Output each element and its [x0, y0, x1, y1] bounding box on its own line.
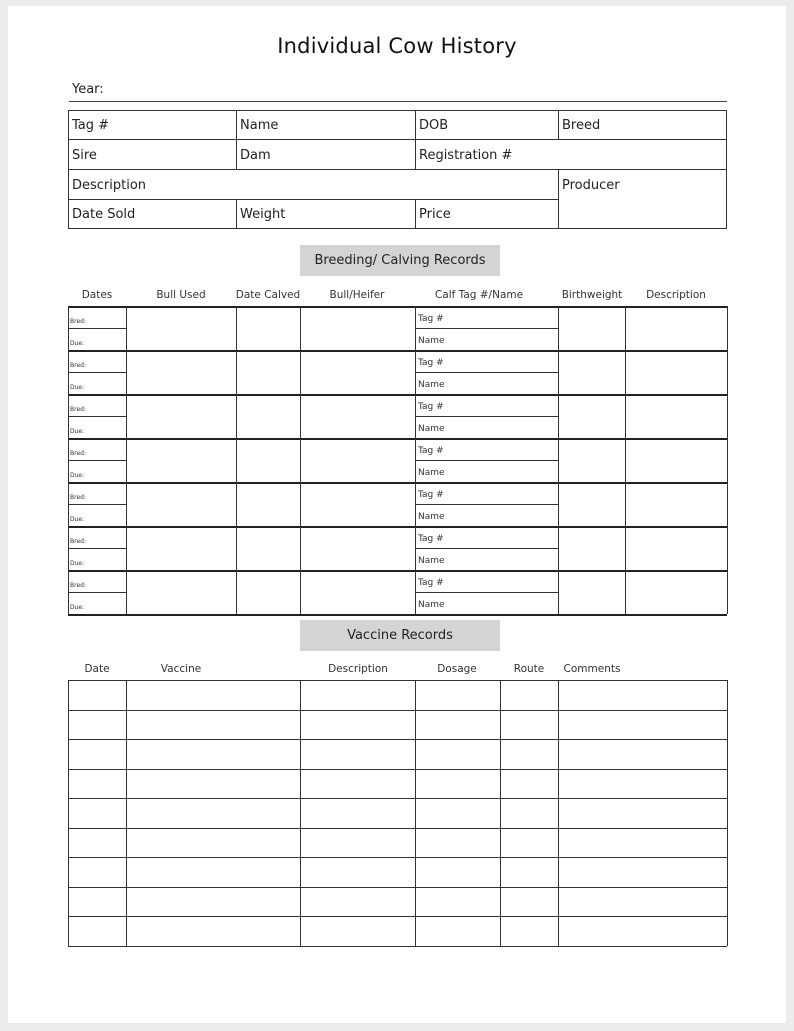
info-col-divider: [558, 110, 559, 139]
breeding-col-divider: [300, 306, 301, 614]
calf-tag-label: Tag #: [418, 490, 444, 500]
info-col-divider: [236, 199, 237, 229]
breeding-col-description: Description: [646, 289, 706, 301]
vaccine-section-header: Vaccine Records: [300, 620, 500, 651]
vaccine-row-divider: [68, 946, 727, 947]
calf-tag-label: Tag #: [418, 402, 444, 412]
breeding-row-divider: [68, 350, 727, 352]
tag-name-divider: [415, 460, 558, 461]
due-date-label: Due:: [70, 472, 85, 479]
due-date-label: Due:: [70, 516, 85, 523]
calf-tag-label: Tag #: [418, 578, 444, 588]
vaccine-row-divider: [68, 769, 727, 770]
bred-date-label: Bred:: [70, 362, 86, 369]
due-date-label: Due:: [70, 384, 85, 391]
calf-name-label: Name: [418, 336, 445, 346]
tag-name-divider: [415, 416, 558, 417]
due-date-label: Due:: [70, 604, 85, 611]
breeding-col-birthweight: Birthweight: [561, 289, 623, 301]
due-date-label: Due:: [70, 428, 85, 435]
breeding-row-divider: [68, 438, 727, 440]
bred-date-label: Bred:: [70, 494, 86, 501]
calf-name-label: Name: [418, 424, 445, 434]
vaccine-col-divider: [300, 680, 301, 946]
bred-due-divider: [68, 328, 126, 329]
vaccine-col-divider: [68, 680, 69, 946]
breeding-col-dates: Dates: [81, 289, 113, 301]
breeding-col-bull-heifer: Bull/Heifer: [329, 289, 385, 301]
bred-due-divider: [68, 592, 126, 593]
tag-name-divider: [415, 328, 558, 329]
vaccine-col-description: Description: [328, 663, 388, 675]
bred-date-label: Bred:: [70, 538, 86, 545]
breeding-col-divider: [625, 306, 626, 614]
due-date-label: Due:: [70, 560, 85, 567]
calf-name-label: Name: [418, 380, 445, 390]
vaccine-col-divider: [558, 680, 559, 946]
vaccine-row-divider: [68, 710, 727, 711]
vaccine-col-dosage: Dosage: [437, 663, 477, 675]
breeding-row-divider: [68, 570, 727, 572]
breeding-col-divider: [558, 306, 559, 614]
calf-name-label: Name: [418, 468, 445, 478]
registration-field-label: Registration #: [419, 148, 513, 163]
vaccine-top-border: [68, 680, 727, 681]
breeding-row-divider: [68, 614, 727, 616]
description-field-label: Description: [72, 178, 147, 193]
year-label: Year:: [72, 82, 104, 97]
bred-date-label: Bred:: [70, 406, 86, 413]
vaccine-col-comments: Comments: [563, 663, 621, 675]
vaccine-row-divider: [68, 887, 727, 888]
bred-date-label: Bred:: [70, 450, 86, 457]
breeding-col-divider: [236, 306, 237, 614]
dam-field-label: Dam: [240, 148, 271, 163]
due-date-label: Due:: [70, 340, 85, 347]
name-field-label: Name: [240, 118, 279, 133]
vaccine-row-divider: [68, 739, 727, 740]
vaccine-row-divider: [68, 857, 727, 858]
tag-name-divider: [415, 548, 558, 549]
calf-name-label: Name: [418, 556, 445, 566]
bred-date-label: Bred:: [70, 582, 86, 589]
calf-tag-label: Tag #: [418, 314, 444, 324]
breeding-col-divider: [727, 306, 728, 614]
vaccine-col-divider: [415, 680, 416, 946]
calf-tag-label: Tag #: [418, 534, 444, 544]
vaccine-col-route: Route: [513, 663, 545, 675]
bred-due-divider: [68, 460, 126, 461]
breeding-section-header: Breeding/ Calving Records: [300, 245, 500, 276]
vaccine-col-vaccine: Vaccine: [160, 663, 202, 675]
bred-due-divider: [68, 548, 126, 549]
year-field-line[interactable]: [69, 101, 727, 102]
bred-due-divider: [68, 372, 126, 373]
bred-due-divider: [68, 504, 126, 505]
date-sold-field-label: Date Sold: [72, 207, 136, 222]
vaccine-col-date: Date: [84, 663, 110, 675]
price-field-label: Price: [419, 207, 451, 222]
tag-name-divider: [415, 372, 558, 373]
info-row-divider: [68, 139, 727, 140]
cow-info-grid: [68, 110, 727, 229]
breeding-row-divider: [68, 482, 727, 484]
breeding-row-divider: [68, 526, 727, 528]
info-col-divider: [415, 110, 416, 169]
page-title: Individual Cow History: [277, 34, 517, 58]
vaccine-col-divider: [500, 680, 501, 946]
vaccine-row-divider: [68, 916, 727, 917]
bred-due-divider: [68, 416, 126, 417]
bred-date-label: Bred:: [70, 318, 86, 325]
tag-name-divider: [415, 592, 558, 593]
tag-name-divider: [415, 504, 558, 505]
breeding-col-calf-tag-name: Calf Tag #/Name: [434, 289, 524, 301]
info-col-divider: [236, 110, 237, 169]
info-row-divider: [68, 199, 558, 200]
vaccine-col-divider: [126, 680, 127, 946]
info-row-divider: [68, 169, 727, 170]
sire-field-label: Sire: [72, 148, 97, 163]
calf-tag-label: Tag #: [418, 446, 444, 456]
producer-field-label: Producer: [562, 178, 620, 193]
calf-name-label: Name: [418, 600, 445, 610]
calf-name-label: Name: [418, 512, 445, 522]
calf-tag-label: Tag #: [418, 358, 444, 368]
breeding-top-border: [68, 306, 727, 308]
info-col-divider: [558, 169, 559, 229]
info-col-divider: [415, 199, 416, 229]
breeding-col-date-calved: Date Calved: [235, 289, 301, 301]
tag-field-label: Tag #: [72, 118, 110, 133]
breeding-row-divider: [68, 394, 727, 396]
breeding-col-bull-used: Bull Used: [156, 289, 206, 301]
weight-field-label: Weight: [240, 207, 286, 222]
vaccine-row-divider: [68, 828, 727, 829]
breeding-col-divider: [126, 306, 127, 614]
dob-field-label: DOB: [419, 118, 449, 133]
vaccine-row-divider: [68, 798, 727, 799]
breed-field-label: Breed: [562, 118, 601, 133]
vaccine-col-divider: [727, 680, 728, 946]
